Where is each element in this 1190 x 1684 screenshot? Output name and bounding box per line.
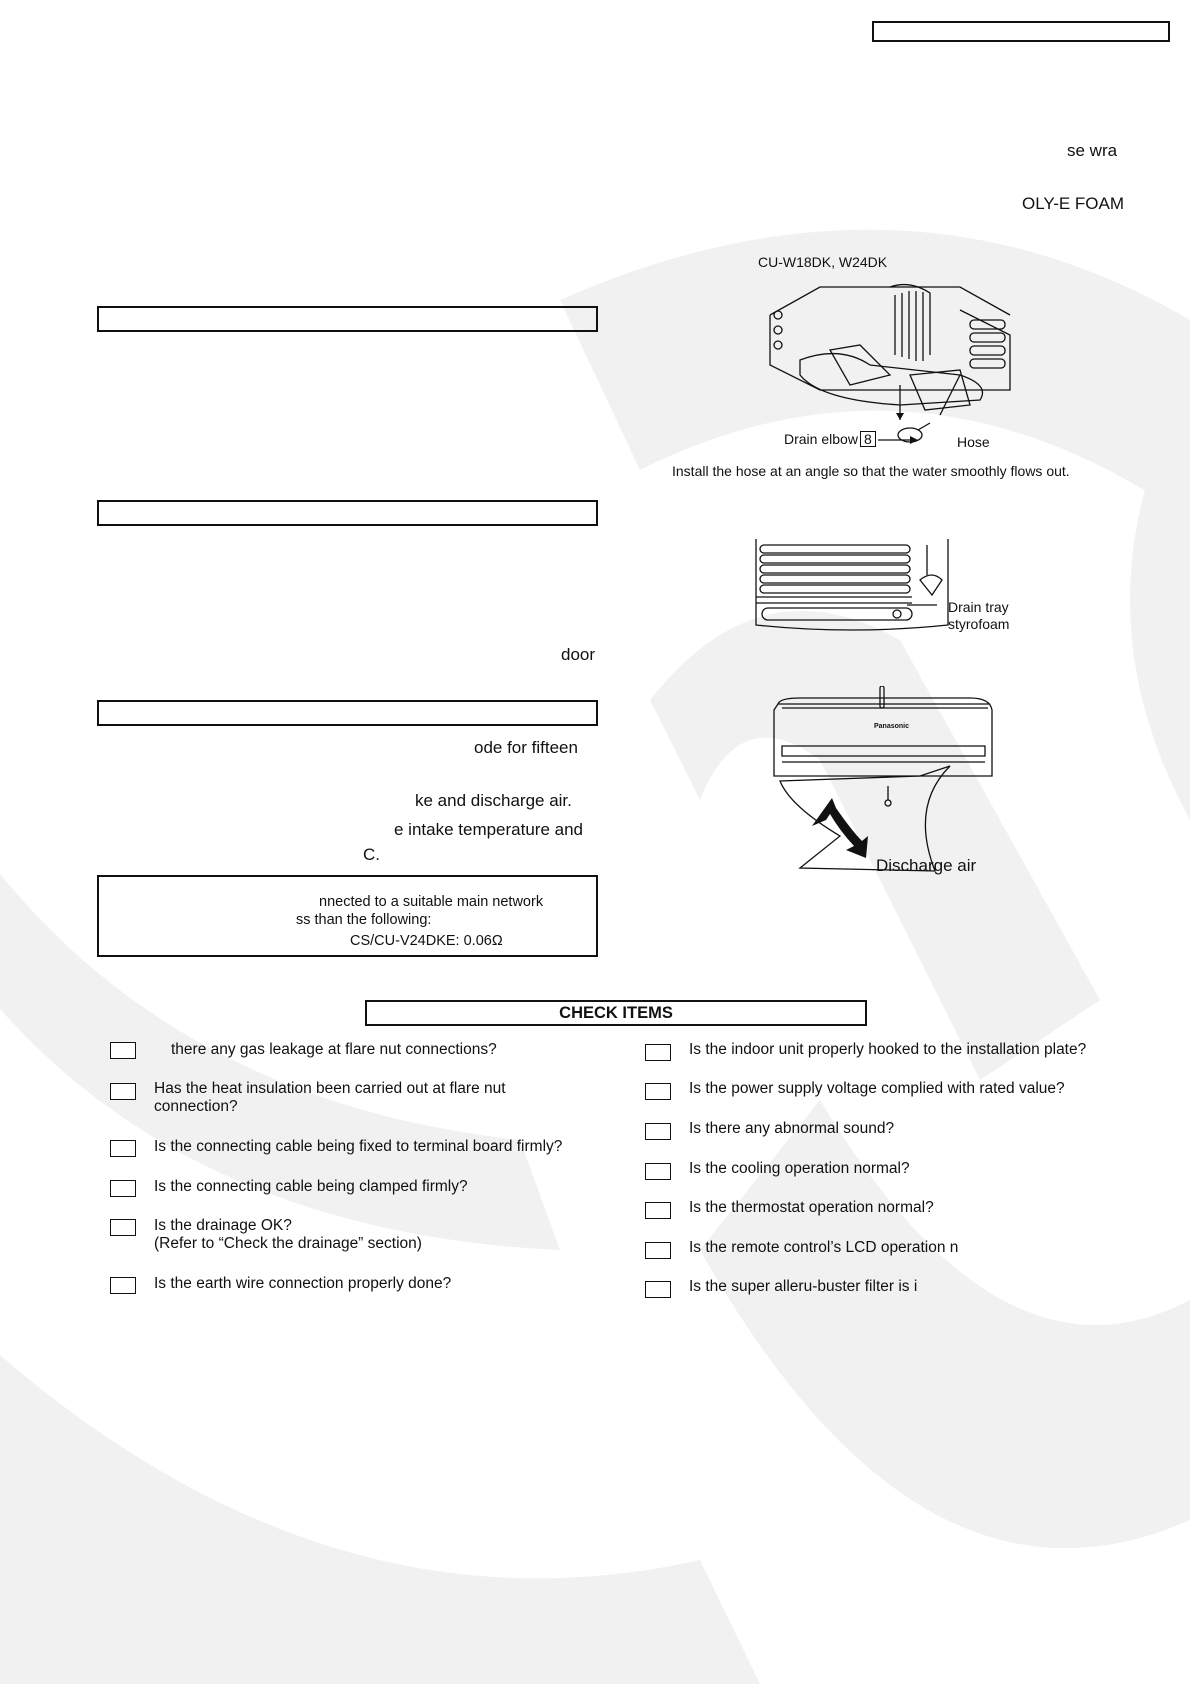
drain-elbow-label: Drain elbow [784, 431, 858, 447]
network-note-line-2: ss than the following: [296, 912, 432, 928]
section-heading-box-3 [97, 700, 598, 726]
outdoor-unit-drain-figure [760, 275, 1020, 455]
brand-label: Panasonic [874, 723, 910, 730]
check-item-text: Is the earth wire connection properly done? [154, 1275, 452, 1292]
discharge-air-label: Discharge air [876, 856, 977, 875]
check-item-text: Is the thermostat operation normal? [689, 1199, 934, 1216]
check-box[interactable] [110, 1219, 136, 1236]
indoor-unit-discharge-figure [770, 686, 1000, 876]
fragment-intake-discharge: ke and discharge air. [415, 791, 572, 810]
check-items-title: CHECK ITEMS [365, 1000, 867, 1026]
check-box[interactable] [645, 1083, 671, 1100]
check-item-subtext: (Refer to “Check the drainage” section) [154, 1235, 422, 1252]
check-box[interactable] [645, 1163, 671, 1180]
check-item-text: Is the connecting cable being clamped firmly? [154, 1178, 468, 1195]
check-box[interactable] [110, 1277, 136, 1294]
check-box[interactable] [645, 1044, 671, 1061]
check-box[interactable] [645, 1281, 671, 1298]
check-box[interactable] [645, 1202, 671, 1219]
header-box [872, 21, 1170, 42]
figure-1-title: CU-W18DK, W24DK [758, 254, 888, 270]
fragment-hose-wrap: se wra [1067, 141, 1118, 160]
check-item-text: Has the heat insulation been carried out at flare nut connection? [154, 1080, 506, 1115]
fragment-c-degree: C. [363, 845, 380, 864]
check-box[interactable] [110, 1140, 136, 1157]
drain-tray-label: Drain tray [948, 599, 1009, 615]
section-heading-box-2 [97, 500, 598, 526]
figure-1-caption: Install the hose at an angle so that the water smoothly flows out. [672, 463, 1070, 479]
check-item-text: Is the super alleru-buster filter is i [689, 1278, 918, 1295]
check-item-text: Is the indoor unit properly hooked to the installation plate? [689, 1041, 1087, 1058]
fragment-poly-foam: OLY-E FOAM [1022, 194, 1125, 213]
network-note-line-3: CS/CU-V24DKE: 0.06Ω [350, 933, 503, 949]
fragment-mode-fifteen: ode for fifteen [474, 738, 578, 757]
fragment-door: door [561, 645, 596, 664]
check-box[interactable] [645, 1242, 671, 1259]
check-item-text: Is the remote control’s LCD operation n [689, 1239, 959, 1256]
drain-tray-figure [752, 535, 952, 635]
check-item-text: Is the connecting cable being fixed to terminal board firmly? [154, 1138, 563, 1155]
check-item-text: Is there any abnormal sound? [689, 1120, 895, 1137]
check-box[interactable] [110, 1083, 136, 1100]
check-item-text: there any gas leakage at flare nut connections? [171, 1041, 497, 1058]
hose-label: Hose [957, 434, 990, 450]
drain-elbow-number: 8 [860, 431, 876, 447]
check-item-text: Is the drainage OK? [154, 1217, 292, 1234]
network-note-line-1: nnected to a suitable main network [319, 894, 544, 910]
check-box[interactable] [110, 1042, 136, 1059]
drain-elbow-arrow [878, 434, 918, 446]
check-item-text: Is the power supply voltage complied with rated value? [689, 1080, 1065, 1097]
check-item-text: Is the cooling operation normal? [689, 1160, 910, 1177]
styrofoam-label: styrofoam [948, 616, 1010, 632]
check-box[interactable] [645, 1123, 671, 1140]
section-heading-box-1 [97, 306, 598, 332]
check-box[interactable] [110, 1180, 136, 1197]
fragment-intake-temp: e intake temperature and [394, 820, 584, 839]
